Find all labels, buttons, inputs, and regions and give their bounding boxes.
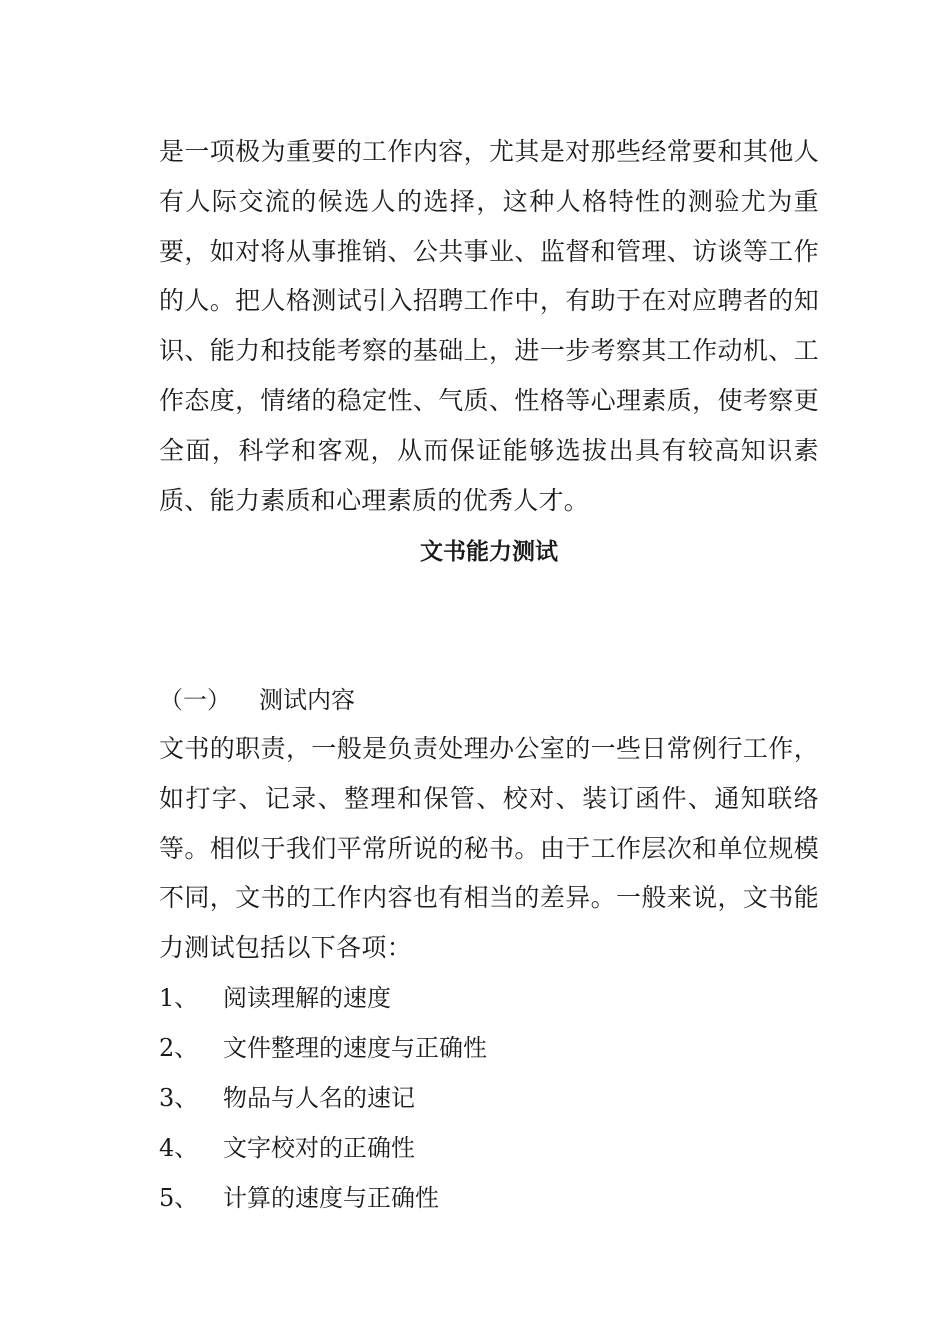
body-paragraph-clerical: 文书的职责，一般是负责处理办公室的一些日常例行工作，如打字、记录、整理和保管、校对、装订函件、通知联络等。相似于我们平常所说的秘书。由于工作层次和单位规模不同，文书的工作内容也有相当的差异。一般来说，文书能力测试包括以下各项：	[159, 734, 819, 963]
list-item-index: 1、	[159, 984, 199, 1012]
subsection-number: （一）	[159, 686, 231, 714]
list-item	[159, 1076, 487, 1126]
list-item-text: 文件整理的速度与正确性	[223, 1034, 487, 1062]
list-item-text: 阅读理解的速度	[223, 984, 391, 1012]
list-item-text: 物品与人名的速记	[223, 1084, 415, 1112]
section-heading: 文书能力测试	[420, 539, 558, 565]
list-item	[159, 1126, 487, 1176]
test-items-list	[159, 976, 487, 1226]
list-item-text: 计算的速度与正确性	[223, 1184, 439, 1212]
list-item-index: 4、	[159, 1134, 199, 1162]
list-item	[159, 976, 487, 1026]
list-item	[159, 1026, 487, 1076]
list-item	[159, 1176, 487, 1226]
subsection-label: 测试内容	[259, 686, 355, 714]
body-paragraph-personality: 是一项极为重要的工作内容，尤其是对那些经常要和其他人有人际交流的候选人的选择，这种人格特性的测验尤为重要，如对将从事推销、公共事业、监督和管理、访谈等工作的人。把人格测试引入招聘工作中，有助于在对应聘者的知识、能力和技能考察的基础上，进一步考察其工作动机、工作态度，情绪的稳定性、气质、性格等心理素质，使考察更全面，科学和客观，从而保证能够选拔出具有较高知识素质、能力素质和心理素质的优秀人才。	[159, 137, 819, 515]
list-item-index: 5、	[159, 1184, 199, 1212]
list-item-text: 文字校对的正确性	[223, 1134, 415, 1162]
list-item-index: 3、	[159, 1084, 199, 1112]
subsection-title	[159, 678, 355, 722]
list-item-index: 2、	[159, 1034, 199, 1062]
